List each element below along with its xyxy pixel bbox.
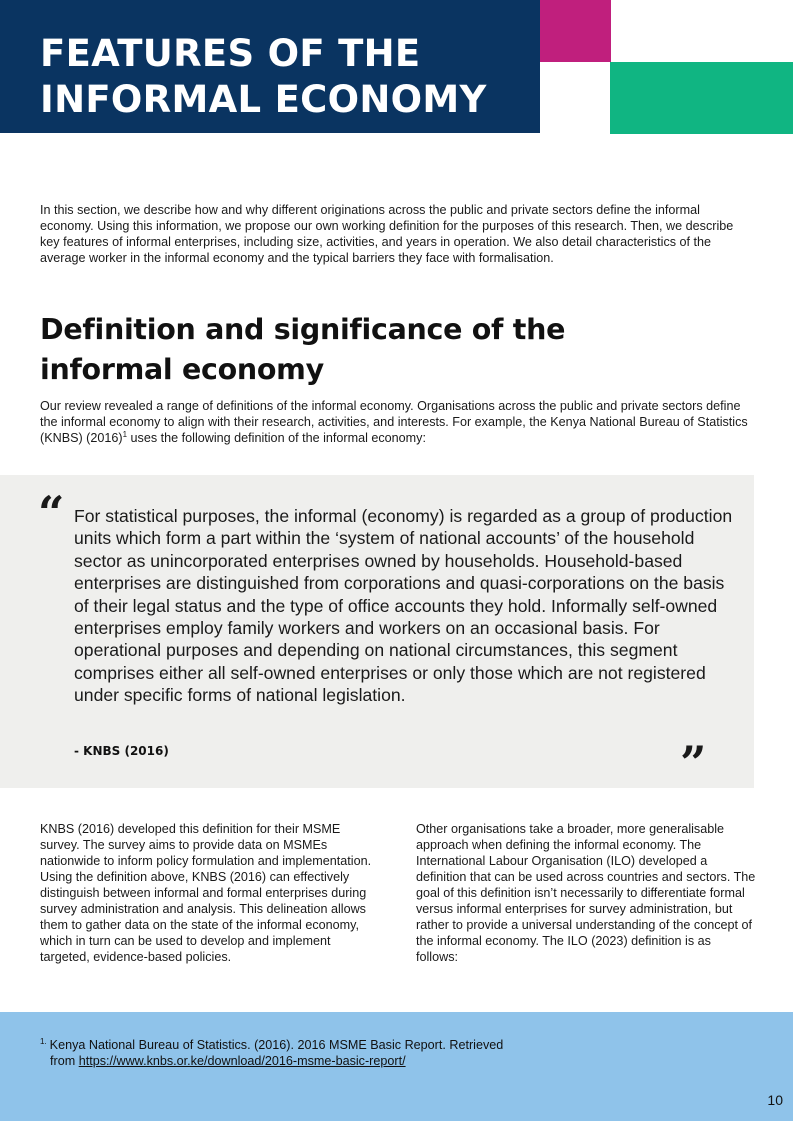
quote-text: For statistical purposes, the informal (economy) is regarded as a group of production units which form a part within the ‘system of national accounts’ of the household sector as unincorporated enterprises owned by households. Household-based enterprises are distinguished from corporations and quasi-corporations on the basis of their legal status and the type of office accounts they hold. Informally self-owned enterprises employ family workers and workers on an occasional basis. For operational purposes and depending on national circumstances, this segment comprises either all self-owned enterprises or only those which are not registered under specific forms of national legislation.	[74, 506, 733, 706]
green-accent-block	[610, 62, 793, 134]
page-title	[40, 31, 487, 123]
section-heading-line-2: informal economy	[40, 353, 324, 386]
section-heading	[40, 310, 565, 390]
left-column-paragraph: KNBS (2016) developed this definition for their MSME survey. The survey aims to provide data on MSMEs nationwide to inform policy formulation and implementation. Using the definition above, KNBS (2016) can effectively distinguish between informal and formal enterprises during survey administration and analysis. This delineation allows them to gather data on the state of the informal economy, which in turn can be used to develop and implement targeted, evidence-based policies.	[40, 822, 372, 964]
footnote-from-label: from	[50, 1054, 79, 1068]
title-band	[0, 0, 540, 133]
open-quote-mark: “	[38, 486, 65, 540]
section-heading-line-1: Definition and significance of the	[40, 313, 566, 346]
quote-source: - KNBS (2016)	[74, 744, 169, 758]
page-title-line-1: FEATURES OF THE	[40, 32, 421, 75]
right-column-paragraph: Other organisations take a broader, more generalisable approach when defining the informal economy. The International Labour Organisation (ILO) developed a definition that can be used across countries and sectors. The goal of this definition isn’t necessarily to differentiate formal versus informal enterprises for survey administration, but rather to provide a universal understanding of the concept of the informal economy. The ILO (2023) definition is as follows:	[416, 822, 756, 964]
review-text: Our review revealed a range of definitions of the informal economy. Organisations across the public and private sectors define the informal economy to align with their research, activities, and interests. For example, the Kenya National Bureau of Statistics (KNBS) (2016)	[40, 399, 748, 445]
close-quote-mark: ”	[680, 736, 707, 790]
page-number: 10	[767, 1092, 783, 1108]
footnote	[40, 1037, 600, 1069]
footnote-text: Kenya National Bureau of Statistics. (2016). 2016 MSME Basic Report. Retrieved	[49, 1038, 504, 1052]
magenta-accent-block	[540, 0, 611, 62]
footnote-link[interactable]: https://www.knbs.or.ke/download/2016-msme-basic-report/	[78, 1054, 406, 1068]
footnote-reference[interactable]: 1	[122, 429, 128, 439]
review-paragraph	[40, 398, 750, 446]
review-text-end: uses the following definition of the informal economy:	[127, 431, 426, 445]
footnote-marker: 1.	[40, 1036, 47, 1046]
page-title-line-2: INFORMAL ECONOMY	[40, 78, 487, 121]
intro-paragraph: In this section, we describe how and why different originations across the public and private sectors define the informal economy. Using this information, we propose our own working definition for the purposes of this research. Then, we describe key features of informal enterprises, including size, activities, and years in operation. We also detail characteristics of the average worker in the informal economy and the typical barriers they face with formalisation.	[40, 203, 734, 265]
